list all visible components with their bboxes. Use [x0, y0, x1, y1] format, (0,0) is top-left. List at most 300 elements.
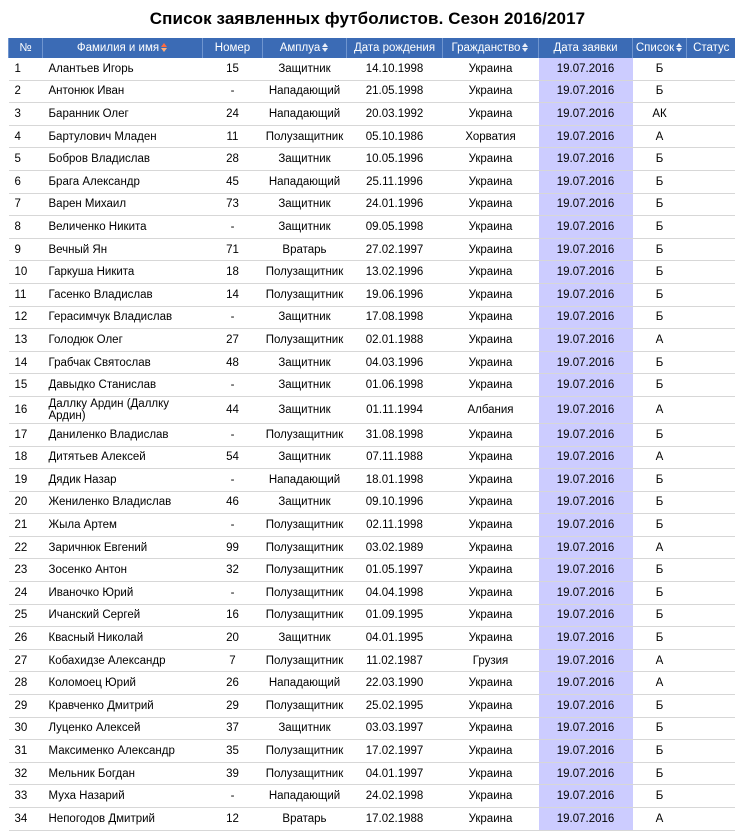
- cell-name: Заричнюк Евгений: [43, 536, 203, 559]
- cell-list: Б: [633, 216, 687, 239]
- table-row: [9, 374, 735, 397]
- cell-citizenship: Украина: [443, 148, 539, 171]
- cell-status: [687, 649, 735, 672]
- cell-dob: 04.03.1996: [347, 351, 443, 374]
- cell-citizenship: Украина: [443, 785, 539, 808]
- cell-num: 23: [9, 559, 43, 582]
- cell-reg-date: 19.07.2016: [539, 80, 633, 103]
- cell-citizenship: Украина: [443, 514, 539, 537]
- cell-citizenship: Украина: [443, 695, 539, 718]
- table-row: [9, 695, 735, 718]
- cell-citizenship: Хорватия: [443, 125, 539, 148]
- cell-status: [687, 514, 735, 537]
- cell-position: Защитник: [263, 717, 347, 740]
- cell-dob: 20.03.1992: [347, 103, 443, 126]
- cell-name: Ичанский Сергей: [43, 604, 203, 627]
- cell-reg-date: 19.07.2016: [539, 808, 633, 831]
- cell-citizenship: Украина: [443, 582, 539, 605]
- cell-citizenship: Албания: [443, 396, 539, 423]
- cell-position: Защитник: [263, 193, 347, 216]
- cell-name: Вечный Ян: [43, 238, 203, 261]
- cell-reg-date: 19.07.2016: [539, 672, 633, 695]
- sort-icon[interactable]: [322, 43, 329, 52]
- cell-citizenship: Украина: [443, 672, 539, 695]
- cell-number: 73: [203, 193, 263, 216]
- cell-reg-date: 19.07.2016: [539, 423, 633, 446]
- cell-num: 22: [9, 536, 43, 559]
- cell-num: 3: [9, 103, 43, 126]
- cell-list: АК: [633, 103, 687, 126]
- cell-number: 71: [203, 238, 263, 261]
- page-title: Список заявленных футболистов. Сезон 2016/2017: [0, 0, 735, 38]
- table-row: [9, 329, 735, 352]
- cell-citizenship: Украина: [443, 604, 539, 627]
- cell-dob: 01.09.1995: [347, 604, 443, 627]
- cell-reg-date: 19.07.2016: [539, 627, 633, 650]
- cell-name: Дядик Назар: [43, 469, 203, 492]
- cell-reg-date: 19.07.2016: [539, 216, 633, 239]
- cell-citizenship: Украина: [443, 808, 539, 831]
- cell-name: Гаркуша Никита: [43, 261, 203, 284]
- cell-dob: 17.02.1988: [347, 808, 443, 831]
- cell-number: 39: [203, 762, 263, 785]
- cell-dob: 11.02.1987: [347, 649, 443, 672]
- cell-position: Защитник: [263, 491, 347, 514]
- cell-list: Б: [633, 193, 687, 216]
- table-row: [9, 582, 735, 605]
- cell-number: 27: [203, 329, 263, 352]
- cell-position: Защитник: [263, 374, 347, 397]
- header-list[interactable]: Список: [633, 38, 687, 58]
- cell-status: [687, 283, 735, 306]
- cell-number: 29: [203, 695, 263, 718]
- cell-num: 29: [9, 695, 43, 718]
- cell-list: А: [633, 446, 687, 469]
- cell-position: Полузащитник: [263, 261, 347, 284]
- cell-reg-date: 19.07.2016: [539, 58, 633, 80]
- header-status: Статус: [687, 38, 735, 58]
- cell-citizenship: Украина: [443, 216, 539, 239]
- cell-dob: 01.06.1998: [347, 374, 443, 397]
- cell-list: Б: [633, 148, 687, 171]
- cell-status: [687, 808, 735, 831]
- cell-list: Б: [633, 58, 687, 80]
- cell-num: 31: [9, 740, 43, 763]
- cell-status: [687, 785, 735, 808]
- cell-name: Алантьев Игорь: [43, 58, 203, 80]
- cell-number: -: [203, 582, 263, 605]
- cell-num: 33: [9, 785, 43, 808]
- table-row: [9, 148, 735, 171]
- cell-number: -: [203, 423, 263, 446]
- cell-dob: 03.02.1989: [347, 536, 443, 559]
- cell-dob: 17.08.1998: [347, 306, 443, 329]
- table-row: [9, 627, 735, 650]
- cell-position: Вратарь: [263, 238, 347, 261]
- cell-citizenship: Украина: [443, 717, 539, 740]
- cell-position: Полузащитник: [263, 559, 347, 582]
- cell-list: А: [633, 649, 687, 672]
- cell-citizenship: Украина: [443, 283, 539, 306]
- cell-citizenship: Украина: [443, 559, 539, 582]
- cell-num: 34: [9, 808, 43, 831]
- cell-status: [687, 216, 735, 239]
- cell-reg-date: 19.07.2016: [539, 261, 633, 284]
- cell-number: -: [203, 514, 263, 537]
- header-position[interactable]: Амплуа: [263, 38, 347, 58]
- cell-num: 6: [9, 170, 43, 193]
- cell-position: Полузащитник: [263, 423, 347, 446]
- cell-citizenship: Украина: [443, 238, 539, 261]
- cell-dob: 24.02.1998: [347, 785, 443, 808]
- cell-name: Грабчак Святослав: [43, 351, 203, 374]
- table-row: [9, 396, 735, 423]
- cell-reg-date: 19.07.2016: [539, 582, 633, 605]
- cell-number: 99: [203, 536, 263, 559]
- cell-dob: 24.01.1996: [347, 193, 443, 216]
- cell-name: Бартулович Младен: [43, 125, 203, 148]
- cell-num: 32: [9, 762, 43, 785]
- table-row: [9, 261, 735, 284]
- cell-name: Даллку Ардин (Даллку Ардин): [43, 396, 203, 423]
- cell-dob: 31.08.1998: [347, 423, 443, 446]
- table-row: [9, 423, 735, 446]
- cell-reg-date: 19.07.2016: [539, 238, 633, 261]
- header-citizenship[interactable]: Гражданство: [443, 38, 539, 58]
- cell-status: [687, 396, 735, 423]
- cell-number: -: [203, 785, 263, 808]
- cell-name: Максименко Александр: [43, 740, 203, 763]
- cell-name: Бобров Владислав: [43, 148, 203, 171]
- cell-reg-date: 19.07.2016: [539, 762, 633, 785]
- cell-status: [687, 740, 735, 763]
- cell-name: Даниленко Владислав: [43, 423, 203, 446]
- cell-num: 1: [9, 58, 43, 80]
- cell-position: Полузащитник: [263, 283, 347, 306]
- cell-name: Зосенко Антон: [43, 559, 203, 582]
- cell-num: 16: [9, 396, 43, 423]
- cell-citizenship: Украина: [443, 351, 539, 374]
- cell-status: [687, 469, 735, 492]
- cell-list: Б: [633, 423, 687, 446]
- cell-citizenship: Украина: [443, 170, 539, 193]
- table-row: [9, 283, 735, 306]
- cell-num: 12: [9, 306, 43, 329]
- cell-num: 7: [9, 193, 43, 216]
- cell-status: [687, 717, 735, 740]
- cell-list: Б: [633, 491, 687, 514]
- cell-number: -: [203, 374, 263, 397]
- cell-number: 24: [203, 103, 263, 126]
- cell-name: Непогодов Дмитрий: [43, 808, 203, 831]
- cell-reg-date: 19.07.2016: [539, 536, 633, 559]
- cell-dob: 09.10.1996: [347, 491, 443, 514]
- cell-reg-date: 19.07.2016: [539, 396, 633, 423]
- table-row: [9, 740, 735, 763]
- cell-dob: 25.02.1995: [347, 695, 443, 718]
- cell-number: 16: [203, 604, 263, 627]
- cell-num: 17: [9, 423, 43, 446]
- cell-number: 45: [203, 170, 263, 193]
- cell-num: 27: [9, 649, 43, 672]
- cell-dob: 21.05.1998: [347, 80, 443, 103]
- cell-reg-date: 19.07.2016: [539, 649, 633, 672]
- cell-reg-date: 19.07.2016: [539, 148, 633, 171]
- cell-position: Полузащитник: [263, 514, 347, 537]
- cell-status: [687, 423, 735, 446]
- cell-reg-date: 19.07.2016: [539, 717, 633, 740]
- cell-number: -: [203, 469, 263, 492]
- cell-name: Иваночко Юрий: [43, 582, 203, 605]
- cell-position: Нападающий: [263, 785, 347, 808]
- cell-number: 11: [203, 125, 263, 148]
- cell-dob: 01.05.1997: [347, 559, 443, 582]
- cell-status: [687, 351, 735, 374]
- cell-status: [687, 627, 735, 650]
- cell-dob: 05.10.1986: [347, 125, 443, 148]
- cell-list: А: [633, 329, 687, 352]
- cell-dob: 09.05.1998: [347, 216, 443, 239]
- cell-citizenship: Украина: [443, 446, 539, 469]
- cell-reg-date: 19.07.2016: [539, 351, 633, 374]
- header-reg-date[interactable]: Дата заявки: [539, 38, 633, 58]
- cell-status: [687, 306, 735, 329]
- cell-list: Б: [633, 627, 687, 650]
- cell-reg-date: 19.07.2016: [539, 740, 633, 763]
- cell-number: 32: [203, 559, 263, 582]
- table-row: [9, 306, 735, 329]
- cell-name: Баранник Олег: [43, 103, 203, 126]
- cell-position: Защитник: [263, 306, 347, 329]
- cell-num: 20: [9, 491, 43, 514]
- table-row: [9, 649, 735, 672]
- cell-citizenship: Грузия: [443, 649, 539, 672]
- cell-reg-date: 19.07.2016: [539, 491, 633, 514]
- cell-number: 12: [203, 808, 263, 831]
- cell-status: [687, 58, 735, 80]
- table-row: [9, 808, 735, 831]
- sort-icon[interactable]: [522, 43, 529, 52]
- cell-number: 28: [203, 148, 263, 171]
- table-row: [9, 351, 735, 374]
- cell-num: 14: [9, 351, 43, 374]
- cell-status: [687, 536, 735, 559]
- cell-list: Б: [633, 514, 687, 537]
- cell-list: Б: [633, 785, 687, 808]
- cell-name: Жыла Артем: [43, 514, 203, 537]
- cell-dob: 14.10.1998: [347, 58, 443, 80]
- cell-position: Полузащитник: [263, 582, 347, 605]
- cell-reg-date: 19.07.2016: [539, 559, 633, 582]
- cell-position: Полузащитник: [263, 649, 347, 672]
- cell-list: Б: [633, 374, 687, 397]
- cell-dob: 18.01.1998: [347, 469, 443, 492]
- cell-name: Жениленко Владислав: [43, 491, 203, 514]
- sort-active-icon[interactable]: [161, 43, 168, 52]
- cell-citizenship: Украина: [443, 469, 539, 492]
- cell-dob: 03.03.1997: [347, 717, 443, 740]
- table-row: [9, 80, 735, 103]
- cell-list: А: [633, 808, 687, 831]
- sort-icon[interactable]: [676, 43, 683, 52]
- cell-name: Коломоец Юрий: [43, 672, 203, 695]
- cell-position: Защитник: [263, 351, 347, 374]
- cell-reg-date: 19.07.2016: [539, 283, 633, 306]
- cell-citizenship: Украина: [443, 193, 539, 216]
- cell-reg-date: 19.07.2016: [539, 374, 633, 397]
- cell-dob: 07.11.1988: [347, 446, 443, 469]
- cell-num: 19: [9, 469, 43, 492]
- cell-dob: 04.04.1998: [347, 582, 443, 605]
- cell-number: 54: [203, 446, 263, 469]
- cell-list: Б: [633, 695, 687, 718]
- cell-dob: 17.02.1997: [347, 740, 443, 763]
- cell-dob: 10.05.1996: [347, 148, 443, 171]
- table-row: [9, 559, 735, 582]
- cell-dob: 25.11.1996: [347, 170, 443, 193]
- cell-position: Полузащитник: [263, 695, 347, 718]
- table-row: [9, 469, 735, 492]
- cell-reg-date: 19.07.2016: [539, 604, 633, 627]
- header-name[interactable]: Фамилия и имя: [43, 38, 203, 58]
- cell-name: Квасный Николай: [43, 627, 203, 650]
- cell-num: 2: [9, 80, 43, 103]
- cell-status: [687, 491, 735, 514]
- cell-number: 37: [203, 717, 263, 740]
- cell-citizenship: Украина: [443, 58, 539, 80]
- cell-list: А: [633, 125, 687, 148]
- cell-position: Полузащитник: [263, 125, 347, 148]
- table-row: [9, 170, 735, 193]
- cell-status: [687, 446, 735, 469]
- cell-list: Б: [633, 582, 687, 605]
- cell-dob: 04.01.1995: [347, 627, 443, 650]
- cell-list: А: [633, 536, 687, 559]
- cell-num: 13: [9, 329, 43, 352]
- cell-dob: 19.06.1996: [347, 283, 443, 306]
- table-header-row: [9, 38, 735, 58]
- cell-position: Вратарь: [263, 808, 347, 831]
- cell-list: Б: [633, 283, 687, 306]
- cell-name: Брага Александр: [43, 170, 203, 193]
- cell-name: Голодюк Олег: [43, 329, 203, 352]
- cell-list: Б: [633, 469, 687, 492]
- header-dob[interactable]: Дата рождения: [347, 38, 443, 58]
- cell-reg-date: 19.07.2016: [539, 193, 633, 216]
- cell-num: 8: [9, 216, 43, 239]
- cell-reg-date: 19.07.2016: [539, 329, 633, 352]
- cell-list: Б: [633, 261, 687, 284]
- cell-list: Б: [633, 717, 687, 740]
- cell-num: 15: [9, 374, 43, 397]
- table-row: [9, 717, 735, 740]
- cell-num: 4: [9, 125, 43, 148]
- cell-citizenship: Украина: [443, 491, 539, 514]
- cell-status: [687, 329, 735, 352]
- cell-status: [687, 103, 735, 126]
- cell-status: [687, 148, 735, 171]
- cell-dob: 27.02.1997: [347, 238, 443, 261]
- cell-reg-date: 19.07.2016: [539, 125, 633, 148]
- cell-num: 30: [9, 717, 43, 740]
- cell-name: Гасенко Владислав: [43, 283, 203, 306]
- cell-num: 25: [9, 604, 43, 627]
- cell-reg-date: 19.07.2016: [539, 514, 633, 537]
- cell-status: [687, 672, 735, 695]
- cell-position: Полузащитник: [263, 536, 347, 559]
- cell-number: -: [203, 216, 263, 239]
- cell-num: 26: [9, 627, 43, 650]
- cell-number: 20: [203, 627, 263, 650]
- cell-list: Б: [633, 170, 687, 193]
- cell-dob: 22.03.1990: [347, 672, 443, 695]
- cell-name: Кравченко Дмитрий: [43, 695, 203, 718]
- cell-status: [687, 582, 735, 605]
- cell-dob: 13.02.1996: [347, 261, 443, 284]
- table-row: [9, 672, 735, 695]
- cell-name: Давыдко Станислав: [43, 374, 203, 397]
- cell-num: 9: [9, 238, 43, 261]
- cell-number: 18: [203, 261, 263, 284]
- cell-list: Б: [633, 306, 687, 329]
- header-number: Номер: [203, 38, 263, 58]
- cell-dob: 04.01.1997: [347, 762, 443, 785]
- table-row: [9, 536, 735, 559]
- cell-name: Муха Назарий: [43, 785, 203, 808]
- cell-reg-date: 19.07.2016: [539, 469, 633, 492]
- cell-position: Полузащитник: [263, 762, 347, 785]
- cell-name: Герасимчук Владислав: [43, 306, 203, 329]
- cell-position: Нападающий: [263, 103, 347, 126]
- cell-position: Защитник: [263, 216, 347, 239]
- cell-number: 35: [203, 740, 263, 763]
- cell-number: 26: [203, 672, 263, 695]
- cell-list: А: [633, 396, 687, 423]
- cell-position: Защитник: [263, 148, 347, 171]
- cell-number: -: [203, 306, 263, 329]
- cell-citizenship: Украина: [443, 374, 539, 397]
- cell-dob: 02.11.1998: [347, 514, 443, 537]
- cell-status: [687, 604, 735, 627]
- cell-status: [687, 762, 735, 785]
- table-row: [9, 58, 735, 80]
- cell-list: А: [633, 672, 687, 695]
- cell-position: Нападающий: [263, 469, 347, 492]
- cell-citizenship: Украина: [443, 80, 539, 103]
- cell-name: Антонюк Иван: [43, 80, 203, 103]
- cell-status: [687, 193, 735, 216]
- cell-status: [687, 695, 735, 718]
- cell-position: Защитник: [263, 446, 347, 469]
- cell-num: 21: [9, 514, 43, 537]
- cell-name: Кобахидзе Александр: [43, 649, 203, 672]
- cell-position: Полузащитник: [263, 740, 347, 763]
- cell-status: [687, 559, 735, 582]
- cell-reg-date: 19.07.2016: [539, 446, 633, 469]
- cell-citizenship: Украина: [443, 762, 539, 785]
- players-table: [8, 38, 735, 831]
- cell-position: Защитник: [263, 58, 347, 80]
- table-row: [9, 216, 735, 239]
- table-row: [9, 604, 735, 627]
- cell-status: [687, 80, 735, 103]
- cell-number: 46: [203, 491, 263, 514]
- cell-number: -: [203, 80, 263, 103]
- cell-status: [687, 261, 735, 284]
- cell-number: 48: [203, 351, 263, 374]
- cell-reg-date: 19.07.2016: [539, 785, 633, 808]
- table-row: [9, 514, 735, 537]
